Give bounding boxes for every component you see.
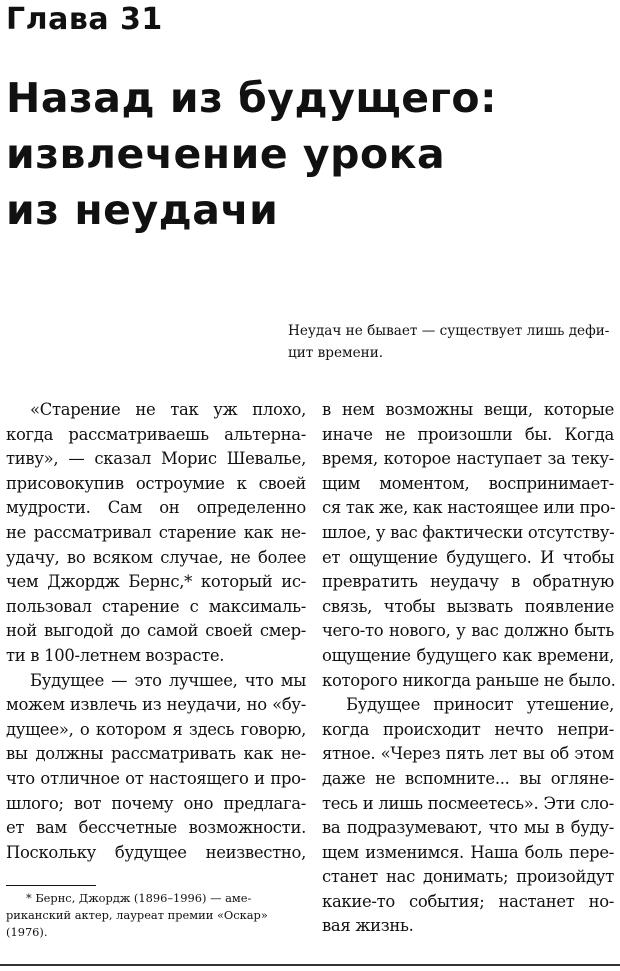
text-line: когда рассматриваешь альтерна-	[6, 424, 306, 444]
text-line: Поскольку будущее неизвестно,	[6, 842, 306, 862]
chapter-title	[6, 70, 497, 238]
footnote-line: (1976).	[6, 925, 48, 939]
footnote-divider	[6, 885, 96, 886]
text-line: превратить неудачу в обратную	[322, 572, 614, 592]
page-bottom-rule	[0, 964, 620, 966]
text-line: пользовал старение с максималь-	[6, 596, 306, 616]
text-line: чем Джордж Бернс,* который ис-	[6, 572, 306, 592]
text-line: станет нас донимать; произойдут	[322, 867, 614, 887]
text-line: что отличное от настоящего и про-	[6, 768, 306, 788]
title-line: из неудачи	[6, 186, 279, 234]
text-line: в нем возможны вещи, которые	[322, 400, 614, 419]
text-line: ет ощущение будущего. И чтобы	[322, 547, 614, 567]
chapter-label: Глава 31	[6, 2, 163, 37]
text-line: чего-то нового, у вас должно быть	[322, 621, 614, 641]
text-line: тиву», — сказал Морис Шевалье,	[6, 449, 306, 469]
text-line: ти в 100-летнем возрасте.	[6, 645, 225, 665]
footnote-line: риканский актер, лауреат премии «Оскар»	[6, 908, 268, 922]
text-line: дущее», о котором я здесь говорю,	[6, 719, 306, 739]
text-line: «Старение не так уж плохо,	[30, 400, 306, 419]
text-line: связь, чтобы вызвать появление	[322, 596, 614, 616]
text-line: время, которое наступает за теку-	[322, 449, 614, 469]
text-line: мудрости. Сам он определенно	[6, 498, 306, 518]
epigraph-line: Неудач не бывает — существует лишь дефи-	[288, 323, 610, 339]
text-line: шлого; вот почему оно предлага-	[6, 793, 306, 813]
text-line: ощущение будущего как времени,	[322, 645, 614, 665]
footnote-line: * Бернс, Джордж (1896–1996) — аме-	[26, 891, 252, 905]
text-line: когда происходит нечто непри-	[322, 719, 614, 739]
text-line: не рассматривал старение как не-	[6, 522, 306, 542]
text-line: Будущее приносит утешение,	[346, 695, 614, 715]
text-line: ной выгодой до самой своей смер-	[6, 621, 306, 641]
text-line: какие-то события; настанет но-	[322, 891, 614, 911]
footnote	[6, 890, 304, 941]
body-column-right	[322, 398, 614, 939]
text-line: которого никогда раньше не было.	[322, 670, 616, 690]
text-line: присовокупив остроумие к своей	[6, 473, 306, 493]
text-line: тесь и лишь посмеетесь». Эти сло-	[322, 793, 614, 813]
text-line: щем изменимся. Наша боль пере-	[322, 842, 614, 862]
title-line: Назад из будущего:	[6, 74, 497, 122]
text-line: вая жизнь.	[322, 916, 414, 936]
text-line: ся так же, как настоящее или про-	[322, 498, 616, 518]
title-line: извлечение урока	[6, 130, 446, 178]
text-line: иначе не произошли бы. Когда	[322, 424, 614, 444]
body-column-left	[6, 398, 306, 865]
text-line: Будущее — это лучшее, что мы	[30, 670, 306, 690]
text-line: даже не вспомните... вы огляне-	[322, 768, 614, 788]
text-line: ва подразумевают, что мы в буду-	[322, 818, 614, 838]
text-line: щим моментом, воспринимает-	[322, 473, 614, 493]
text-line: вы должны рассматривать как не-	[6, 744, 306, 764]
text-line: ет вам бессчетные возможности.	[6, 818, 306, 838]
epigraph-line: цит времени.	[288, 345, 384, 361]
text-line: удачу, во всяком случае, не более	[6, 547, 306, 567]
text-line: можем извлечь из неудачи, но «бу-	[6, 695, 306, 715]
text-line: шлое, у вас фактически отсутству-	[322, 522, 615, 542]
text-line: ятное. «Через пять лет вы об этом	[322, 744, 614, 764]
epigraph	[288, 320, 613, 364]
